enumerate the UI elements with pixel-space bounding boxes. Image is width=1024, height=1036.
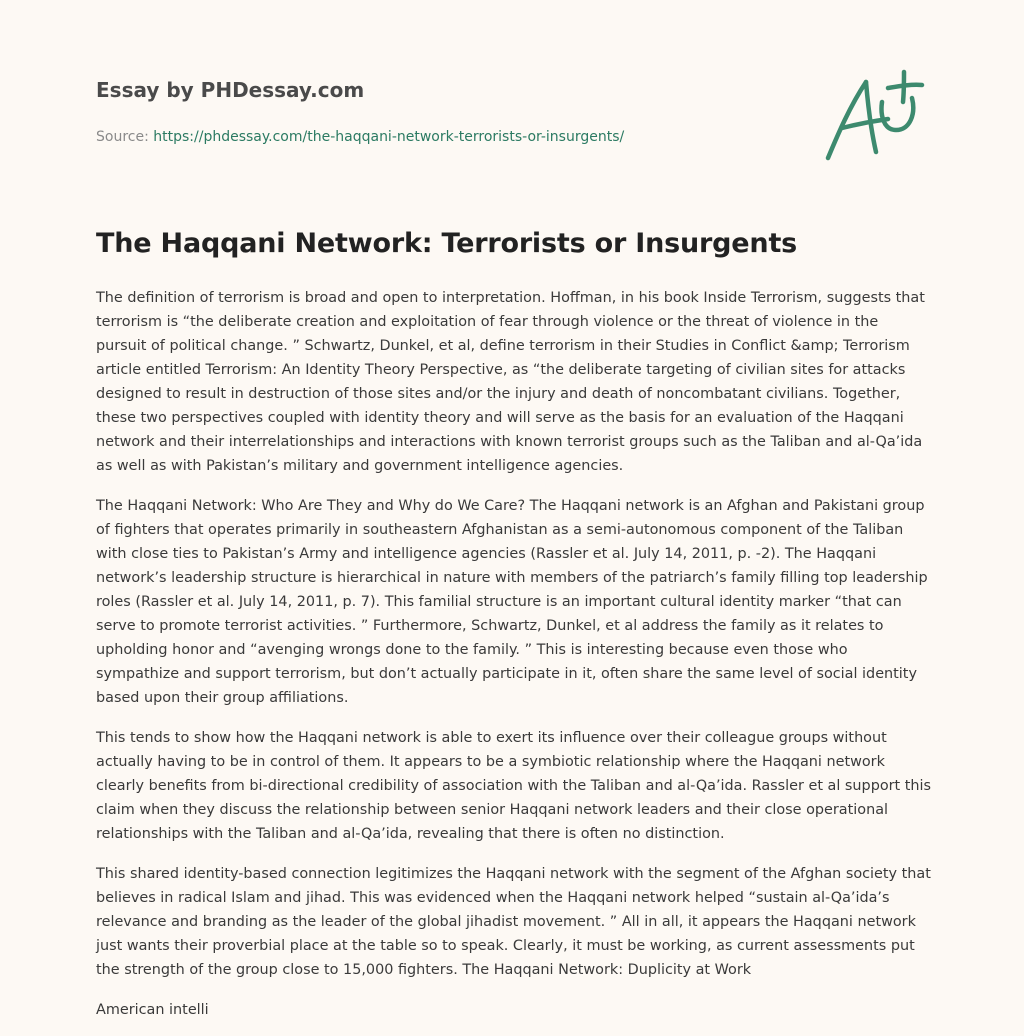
essay-body xyxy=(96,286,932,1036)
essay-paragraph: The Haqqani Network: Who Are They and Why do We Care? The Haqqani network is an Afghan and Pakistani group of fighters that operates primarily in southeastern Afghanistan as a semi-autonomous component of the Taliban with close ties to Pakistan’s Army and intelligence agencies (Rassler et al. July 14, 2011, p. -2). The Haqqani network’s leadership structure is hierarchical in nature with members of the patriarch’s family filling top leadership roles (Rassler et al. July 14, 2011, p. 7). This familial structure is an important cultural identity marker “that can serve to promote terrorist activities. ” Furthermore, Schwartz, Dunkel, et al address the family as it relates to upholding honor and “avenging wrongs done to the family. ” This is interesting because even those who sympathize and support terrorism, but don’t actually participate in it, often share the same level of social identity based upon their group affiliations. xyxy=(96,498,928,706)
source-label: Source: xyxy=(96,129,154,145)
essay-paragraph: This shared identity-based connection legitimizes the Haqqani network with the segment of the Afghan society that believes in radical Islam and jihad. This was evidenced when the Haqqani network helped “sustain al-Qa’ida’s relevance and branding as the leader of the global jihadist movement. ” All in all, it appears the Haqqani network just wants their proverbial place at the table so to speak. Clearly, it must be working, as current assessments put the strength of the group close to 15,000 fighters. The Haqqani Network: Duplicity at Work xyxy=(96,866,931,978)
page-header xyxy=(96,76,796,147)
essay-paragraph: American intelli xyxy=(96,1002,209,1018)
source-line xyxy=(96,127,796,147)
a-plus-grade-icon xyxy=(816,66,928,166)
essay-title: The Haqqani Network: Terrorists or Insurgents xyxy=(96,228,798,259)
essay-paragraph: The definition of terrorism is broad and open to interpretation. Hoffman, in his book Inside Terrorism, suggests that terrorism is “the deliberate creation and exploitation of fear through violence or the threat of violence in the pursuit of political change. ” Schwartz, Dunkel, et al, define terrorism in their Studies in Conflict &amp; Terrorism article entitled Terrorism: An Identity Theory Perspective, as “the deliberate targeting of civilian sites for attacks designed to result in destruction of those sites and/or the injury and death of noncombatant civilians. Together, these two perspectives coupled with identity theory and will serve as the basis for an evaluation of the Haqqani network and their interrelationships and interactions with known terrorist groups such as the Taliban and al-Qa’ida as well as with Pakistan’s military and government intelligence agencies. xyxy=(96,290,925,474)
source-link[interactable]: https://phdessay.com/the-haqqani-network-terrorists-or-insurgents/ xyxy=(153,129,625,145)
essay-paragraph: This tends to show how the Haqqani network is able to exert its influence over their colleague groups without actually having to be in control of them. It appears to be a symbiotic relationship where the Haqqani network clearly benefits from bi-directional credibility of association with the Taliban and al-Qa’ida. Rassler et al support this claim when they discuss the relationship between senior Haqqani network leaders and their close operational relationships with the Taliban and al-Qa’ida, revealing that there is often no distinction. xyxy=(96,730,932,842)
site-brand: Essay by PHDessay.com xyxy=(96,78,365,102)
